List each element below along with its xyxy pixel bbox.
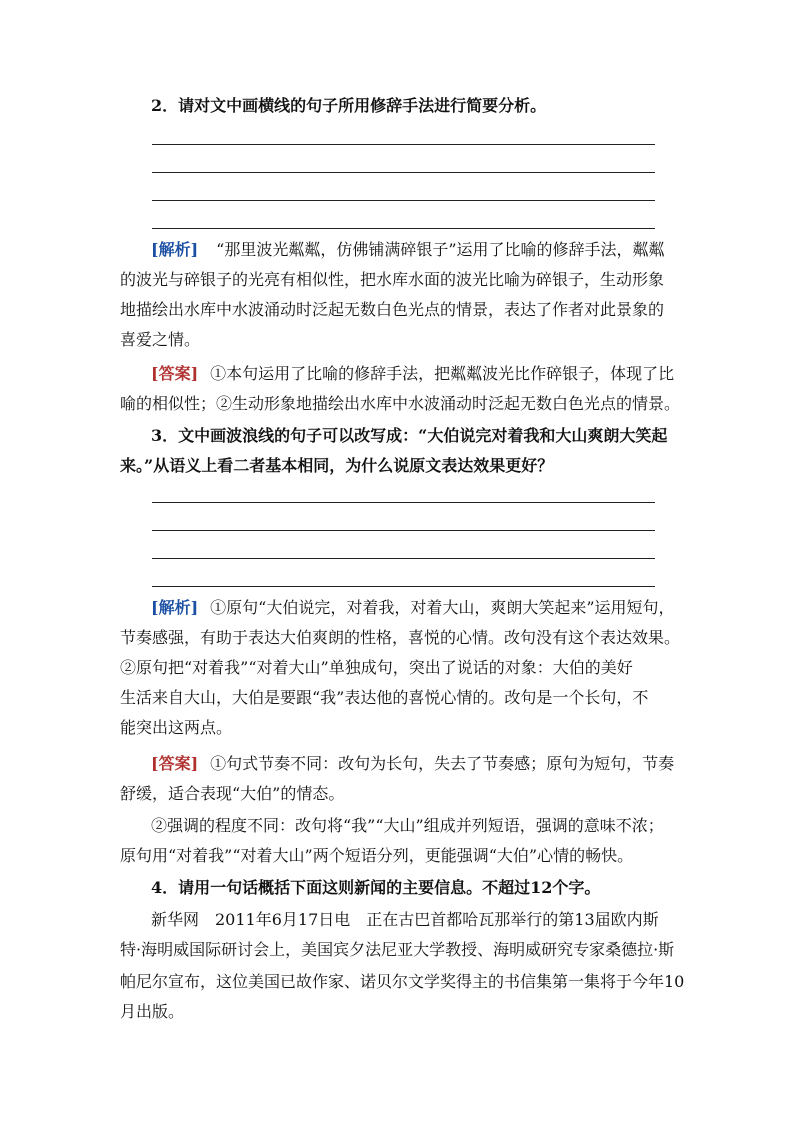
answer-line: [152, 200, 655, 201]
q4-news-line: 新华网 2011年6月17日电 正在古巴首都哈瓦那举行的第13届欧内斯: [151, 910, 659, 929]
analysis-tag: [解析]: [151, 240, 199, 259]
q2-analysis-line: 喜爱之情。: [120, 330, 201, 349]
q3-prompt-line: 来。”从语义上看二者基本相同，为什么说原文表达效果更好？: [120, 456, 554, 475]
q2-analysis-line: 的波光与碎银子的光亮有相似性，把水库水面的波光比喻为碎银子，生动形象: [120, 270, 665, 289]
q3-answer-line: [答案] ①句式节奏不同：改句为长句，失去了节奏感；原句为短句，节奏: [151, 754, 675, 773]
q2-answer-line: [答案] ①本句运用了比喻的修辞手法，把粼粼波光比作碎银子，体现了比: [151, 364, 675, 383]
answer-tag: [答案]: [151, 754, 199, 773]
answer-line: [152, 530, 655, 531]
q2-answer-line: 喻的相似性；②生动形象地描绘出水库中水波涌动时泛起无数白色光点的情景。: [120, 394, 681, 413]
q2-analysis-line: [解析] “那里波光粼粼，仿佛铺满碎银子”运用了比喻的修辞手法，粼粼: [151, 240, 665, 259]
q4-prompt: 4．请用一句话概括下面这则新闻的主要信息。不超过12个字。: [151, 878, 601, 897]
answer-line: [152, 558, 655, 559]
q3-analysis-line: 能突出这两点。: [120, 718, 233, 737]
q3-analysis-line: 生活来自大山，大伯是要跟“我”表达他的喜悦心情的。改句是一个长句，不: [120, 688, 649, 707]
q4-news-line: 特·海明威国际研讨会上，美国宾夕法尼亚大学教授、海明威研究专家桑德拉·斯: [120, 940, 675, 959]
q3-analysis-line: ②原句把“对着我”“对着大山”单独成句，突出了说话的对象：大伯的美好: [120, 658, 633, 677]
q3-answer-line: 原句用“对着我”“对着大山”两个短语分列，更能强调“大伯”心情的畅快。: [120, 846, 634, 865]
q3-analysis-line: [解析] ①原句“大伯说完，对着我，对着大山，爽朗大笑起来”运用短句，: [151, 598, 675, 617]
q2-prompt: 2．请对文中画横线的句子所用修辞手法进行简要分析。: [151, 96, 547, 115]
q3-analysis-line: 节奏感强，有助于表达大伯爽朗的性格，喜悦的心情。改句没有这个表达效果。: [120, 628, 681, 647]
q4-news-line: 帕尼尔宣布，这位美国已故作家、诺贝尔文学奖得主的书信集第一集将于今年10: [120, 972, 685, 991]
answer-line: [152, 228, 655, 229]
q4-news-line: 月出版。: [120, 1002, 185, 1021]
q3-answer-line: ②强调的程度不同：改句将“我”“大山”组成并列短语，强调的意味不浓；: [151, 816, 664, 835]
answer-line: [152, 172, 655, 173]
answer-line: [152, 502, 655, 503]
analysis-tag: [解析]: [151, 598, 199, 617]
answer-line: [152, 586, 655, 587]
q3-prompt-line: 3．文中画波浪线的句子可以改写成：“大伯说完对着我和大山爽朗大笑起: [151, 426, 668, 445]
answer-tag: [答案]: [151, 364, 199, 383]
answer-line: [152, 144, 655, 145]
q2-analysis-line: 地描绘出水库中水波涌动时泛起无数白色光点的情景，表达了作者对此景象的: [120, 300, 665, 319]
q3-answer-line: 舒缓，适合表现“大伯”的情态。: [120, 784, 345, 803]
